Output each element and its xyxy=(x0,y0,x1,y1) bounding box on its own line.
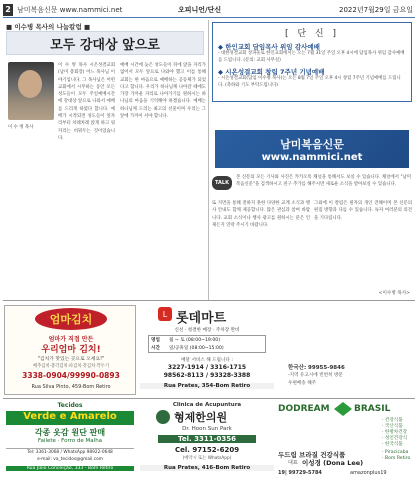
clinic-address: Rua Prates, 416-Bom Retiro xyxy=(140,465,274,471)
tecidos-korean: 각종 옷감 원단 판매 xyxy=(34,428,106,437)
paper-name[interactable]: 남미복음신문 www.nammici.net xyxy=(17,5,123,14)
clinic-logo-icon xyxy=(156,410,170,424)
lotte-address: Rua Prates, 354-Bom Retiro xyxy=(140,383,274,389)
dodream-place: · Piracicaba xyxy=(382,450,409,455)
clinic-cel-note: (예약시 또는 WhatsApp) xyxy=(182,456,232,461)
newspaper-banner[interactable] xyxy=(215,130,409,168)
lotte-hours1: 월 ~ 토 (08:00~19:00) xyxy=(169,338,221,343)
health-line3: 우편배송 해주 xyxy=(288,381,317,386)
tecidos-sub: Failete · Forro de Malha xyxy=(37,438,103,444)
lotte-name: 롯데마트 xyxy=(176,311,227,326)
notice-keywords: [ 단 신 ] xyxy=(285,29,339,39)
dodream-brand-right: BRASIL xyxy=(354,404,391,414)
tecidos-phone[interactable]: Tel: 3361-3068 / WhatsApp 98922-0648 xyxy=(6,448,134,455)
umma-logo: 엄마김치 xyxy=(35,308,107,330)
umma-slogan1: 엄마가 직접 만든 xyxy=(48,336,94,343)
banner-line1: 남미복음신문 xyxy=(280,137,344,151)
umma-products: 배추김치·총각김치·파김치·갓김치·깍두기 xyxy=(32,364,110,369)
dodream-item: · 한국식품 xyxy=(382,442,403,447)
dodream-item: · 건강식품 xyxy=(382,418,403,423)
clinic-tel[interactable]: Tel. 3311-0356 xyxy=(158,435,256,443)
section-title: 오피니언/단신 xyxy=(178,5,222,14)
lotte-logo-icon: L xyxy=(158,307,172,321)
issue-date: 2022년7월29일 금요일 xyxy=(339,5,413,14)
clinic-cel[interactable]: Cel. 97152-6209 xyxy=(174,446,240,454)
page-number: 2 xyxy=(3,4,13,16)
notice-box xyxy=(212,22,412,102)
notice-item1-title: ◆ 한인교회 담임목사 위임 감사예배 xyxy=(218,43,320,51)
dodream-brand-left: DODREAM xyxy=(278,404,330,414)
notice-item1-body: - 대한성결교회 상파울로 한인교회에서는 오는 7월 31일 주일 오후 4시에 담임목사 위임 감사예배를 드립니다. (문의: 교회 사무실) xyxy=(218,51,405,63)
notice-item2-title: ◆ 시온성결교회 창립 7주년 기념예배 xyxy=(218,68,325,77)
tecidos-name: Verde e Amarelo xyxy=(6,411,134,425)
lotte-hours-label1: 영업 xyxy=(151,338,160,343)
ad-umma-kimchi[interactable] xyxy=(4,305,136,395)
dodream-rep-name: 이성경 (Dona Lee) xyxy=(302,459,364,467)
dodream-item: · 국산식품 xyxy=(382,424,403,429)
dodream-item: · 한방차건강 xyxy=(382,430,408,435)
health-line1[interactable]: 한국산: 99955-9846 xyxy=(288,365,345,371)
dodream-phone[interactable]: 19| 99729-5784 xyxy=(278,470,322,476)
talk-text-col2: 또 지면을 통해 전하지 못한 다양한 교계 소식과 행사 안내도 함께 제공합니다. 많은 관심과 참여 바랍니다. 교회 소식이나 행사 광고를 원하시는 분은 언제든지 연락 주시기 바랍니다. xyxy=(212,201,310,228)
column-text-col1: 이 수 병 목사 시온성결교회 (남미 총회장) 어느 목사님 이야기입니다. 그 목사님은 어떤 교회에서 시무하는 동안 모든 성도들이 모두 주일예배시간에 강대상 앞으로 나와서 예배를 드리게 하였다 합니다. 예배가 시작되면 성도들이 앞자리부터 차례차례 앉게 하고 뒷자리는 비워두는 것이었습니다. xyxy=(58,63,115,141)
ad-clinic[interactable] xyxy=(140,402,274,478)
tecidos-email[interactable]: e-mail: va_tecidos@gmail.com xyxy=(37,457,103,462)
talk-icon: TALK xyxy=(212,176,232,190)
dodream-site[interactable]: amazonplus19 xyxy=(350,470,387,476)
headline: 모두 강대상 앞으로 xyxy=(50,37,160,53)
umma-slogan2: 우리엄마 김치! xyxy=(41,345,101,355)
dodream-place: · Bom Retiro xyxy=(382,456,411,461)
ad-dodream[interactable] xyxy=(278,402,414,478)
author-photo xyxy=(8,62,54,120)
column-divider xyxy=(208,20,209,300)
ad-health[interactable] xyxy=(278,305,414,395)
dodream-item: · 성인건강식 xyxy=(382,436,408,441)
column-tag: ■ 이수병 목사의 나눔칼럼 ■ xyxy=(6,23,91,31)
column-text-col2: 예배 시간에 늦은 성도들이 뒤에 앉을 자리가 없어서 모두 앞으로 나와야 했고 이를 통해 교회는 한 마음으로 예배하는 공동체가 되었다고 합니다. 우리가 하나님께 나아갈 때에도 가장 가까운 자리로 나아가기를 원하시는 하나님의 마음을 기억해야 하겠습니다. 예배는 하나님께 드리는 최고의 선물이며 우리는 그 앞에 가까이 서야 합니다. xyxy=(120,63,206,120)
lotte-service: 배달 서비스 해 드립니다 : xyxy=(181,358,233,363)
ad-divider xyxy=(3,398,415,399)
health-line2: -지역 유고시에 빈번히 방문 xyxy=(288,373,343,378)
lotte-phone2[interactable]: 98562-8113 / 93328-3388 xyxy=(163,372,251,379)
umma-phone[interactable]: 3338-0904/99990-0893 xyxy=(22,371,120,380)
talk-text: 본 신문의 모든 기사와 사진은 카카오톡 채널을 통해서도 보실 수 있습니다. 채널에서 "남미복음신문"을 검색하시고 친구 추가를 해주시면 새로운 소식을 받아보실 수 있습니다. xyxy=(236,175,411,188)
column-byline: 이 수 병 목사 xyxy=(8,125,34,130)
lotte-tagline: 신선 · 청결한 매장 · 주차장 완비 xyxy=(174,328,240,333)
talk-text-col3: 그외에 이 칼럼은 필자의 개인 견해이며 본 신문의 편집 방향과 다를 수 있습니다. 독자 여러분의 의견을 기다립니다. xyxy=(314,201,412,221)
umma-address: Rua Silva Pinto, 459-Bom Retiro xyxy=(31,384,111,390)
dodream-rep-label: 대표 xyxy=(288,460,298,466)
dodream-slogan: 두드림 브라질 건강식품 xyxy=(278,451,346,459)
lotte-hours2: 일/공휴일 (08:00~15:00) xyxy=(169,346,224,351)
lotte-phone1[interactable]: 3227-1914 / 3316-1715 xyxy=(167,364,247,371)
brazil-flag-icon xyxy=(334,402,352,416)
column-signature: <이수병 목사> xyxy=(378,291,410,296)
tecidos-header: Tecidos xyxy=(57,402,83,409)
ad-lotte-mart[interactable] xyxy=(140,305,274,395)
lotte-hours-box xyxy=(148,335,266,353)
page-header xyxy=(3,2,415,18)
section-divider xyxy=(3,300,415,301)
dodream-items xyxy=(382,418,410,462)
clinic-doctor: Dr. Hoon Sun Park xyxy=(182,426,232,432)
notice-item2-body: - 시온성결교회(담임 이수병 목사)는 오는 8월 7일 주일 오후 4시 창립 7주년 기념예배를 드립니다. (축하와 기도 부탁드립니다) xyxy=(218,76,401,88)
lotte-hours-label2: 시간 xyxy=(151,346,160,351)
clinic-header: Clinica de Acupuntura xyxy=(172,402,242,408)
ad-tecidos[interactable] xyxy=(4,402,136,478)
clinic-name: 형제한의원 xyxy=(174,411,228,424)
tecidos-address: Rua Júlio Conceição, 333 - Bom Retiro xyxy=(6,466,134,471)
headline-box xyxy=(6,31,204,55)
banner-url[interactable]: www.nammici.net xyxy=(261,151,363,163)
umma-slogan3: "김치가 맛있는 곳으로 오세요!" xyxy=(37,357,105,362)
